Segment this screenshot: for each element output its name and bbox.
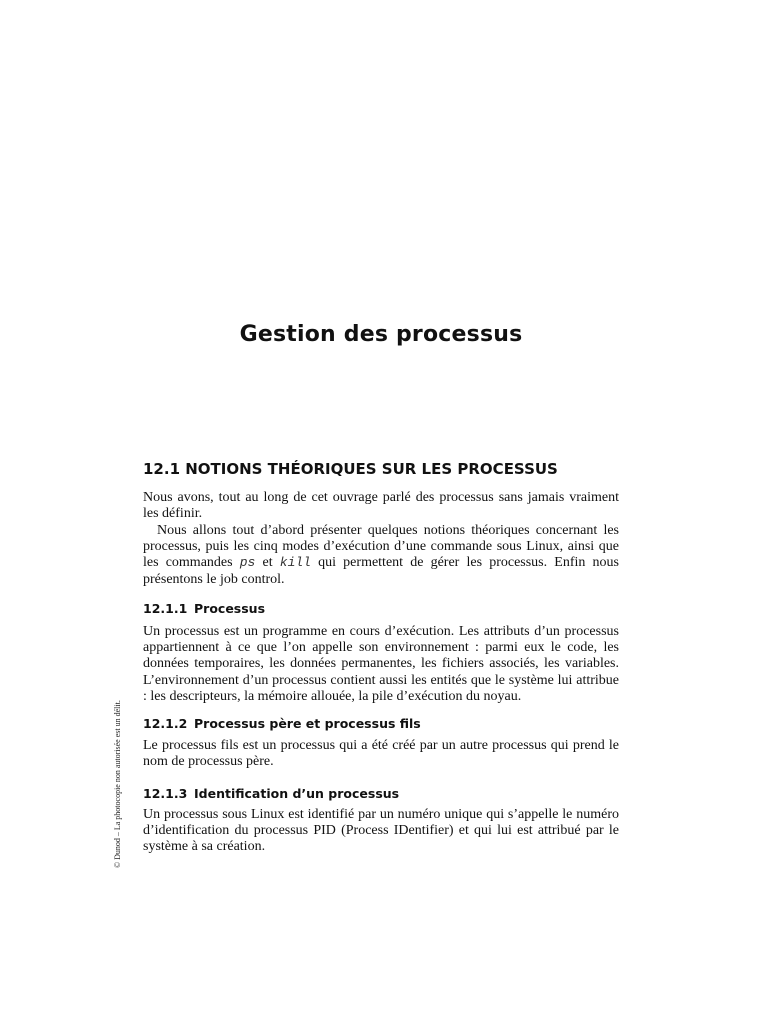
command-ps: ps <box>239 555 256 571</box>
intro-paragraph-2 <box>143 523 619 588</box>
subsection-body-identification: Un processus sous Linux est identifié par un numéro unique qui s’appelle le numéro d’identification du processus PID (Process IDentifier) et qui lui est attribué par le système à sa création. <box>143 807 619 855</box>
subsection-body-processus: Un processus est un programme en cours d’exécution. Les attributs d’un processus appartiennent à ce que l’on appelle son environnement : parmi eux le code, les données temporaires, les données permanentes, les fichiers associés, les variables. L’environnement d’un processus contient aussi les entités que le système lui attribue : les descripteurs, la mémoire allouée, la pile d’exécution du noyau. <box>143 624 619 704</box>
intro-text-before-ps: Nous allons tout d’abord présenter quelques notions théoriques concernant les processus, puis les cinq modes d’exécution d’une commande sous Linux, ainsi que les commandes <box>143 523 619 571</box>
copyright-notice: © Dunod – La photocopie non autorisée est un délit. <box>113 700 122 868</box>
subsection-number: 12.1.1 <box>143 601 188 616</box>
subsection-number: 12.1.2 <box>143 716 188 731</box>
subsection-heading-identification <box>143 786 619 801</box>
subsection-title: Identification d’un processus <box>194 786 400 801</box>
section-heading: 12.1 NOTIONS THÉORIQUES SUR LES PROCESSUS <box>143 460 558 478</box>
subsection-heading-pere-fils <box>143 716 619 731</box>
subsection-title: Processus <box>194 601 266 616</box>
subsection-title: Processus père et processus fils <box>194 716 421 731</box>
subsection-heading-processus <box>143 601 619 616</box>
chapter-title: Gestion des processus <box>239 322 523 347</box>
intro-paragraph-1: Nous avons, tout au long de cet ouvrage parlé des processus sans jamais vraiment les définir. <box>143 490 619 522</box>
intro-text-after-kill: qui permettent de gérer les processus. Enfin nous présentons le job control. <box>143 555 619 587</box>
command-kill: kill <box>279 555 311 571</box>
subsection-body-pere-fils: Le processus fils est un processus qui a été créé par un autre processus qui prend le nom de processus père. <box>143 738 619 770</box>
subsection-number: 12.1.3 <box>143 786 188 801</box>
intro-text-between: et <box>255 555 280 571</box>
